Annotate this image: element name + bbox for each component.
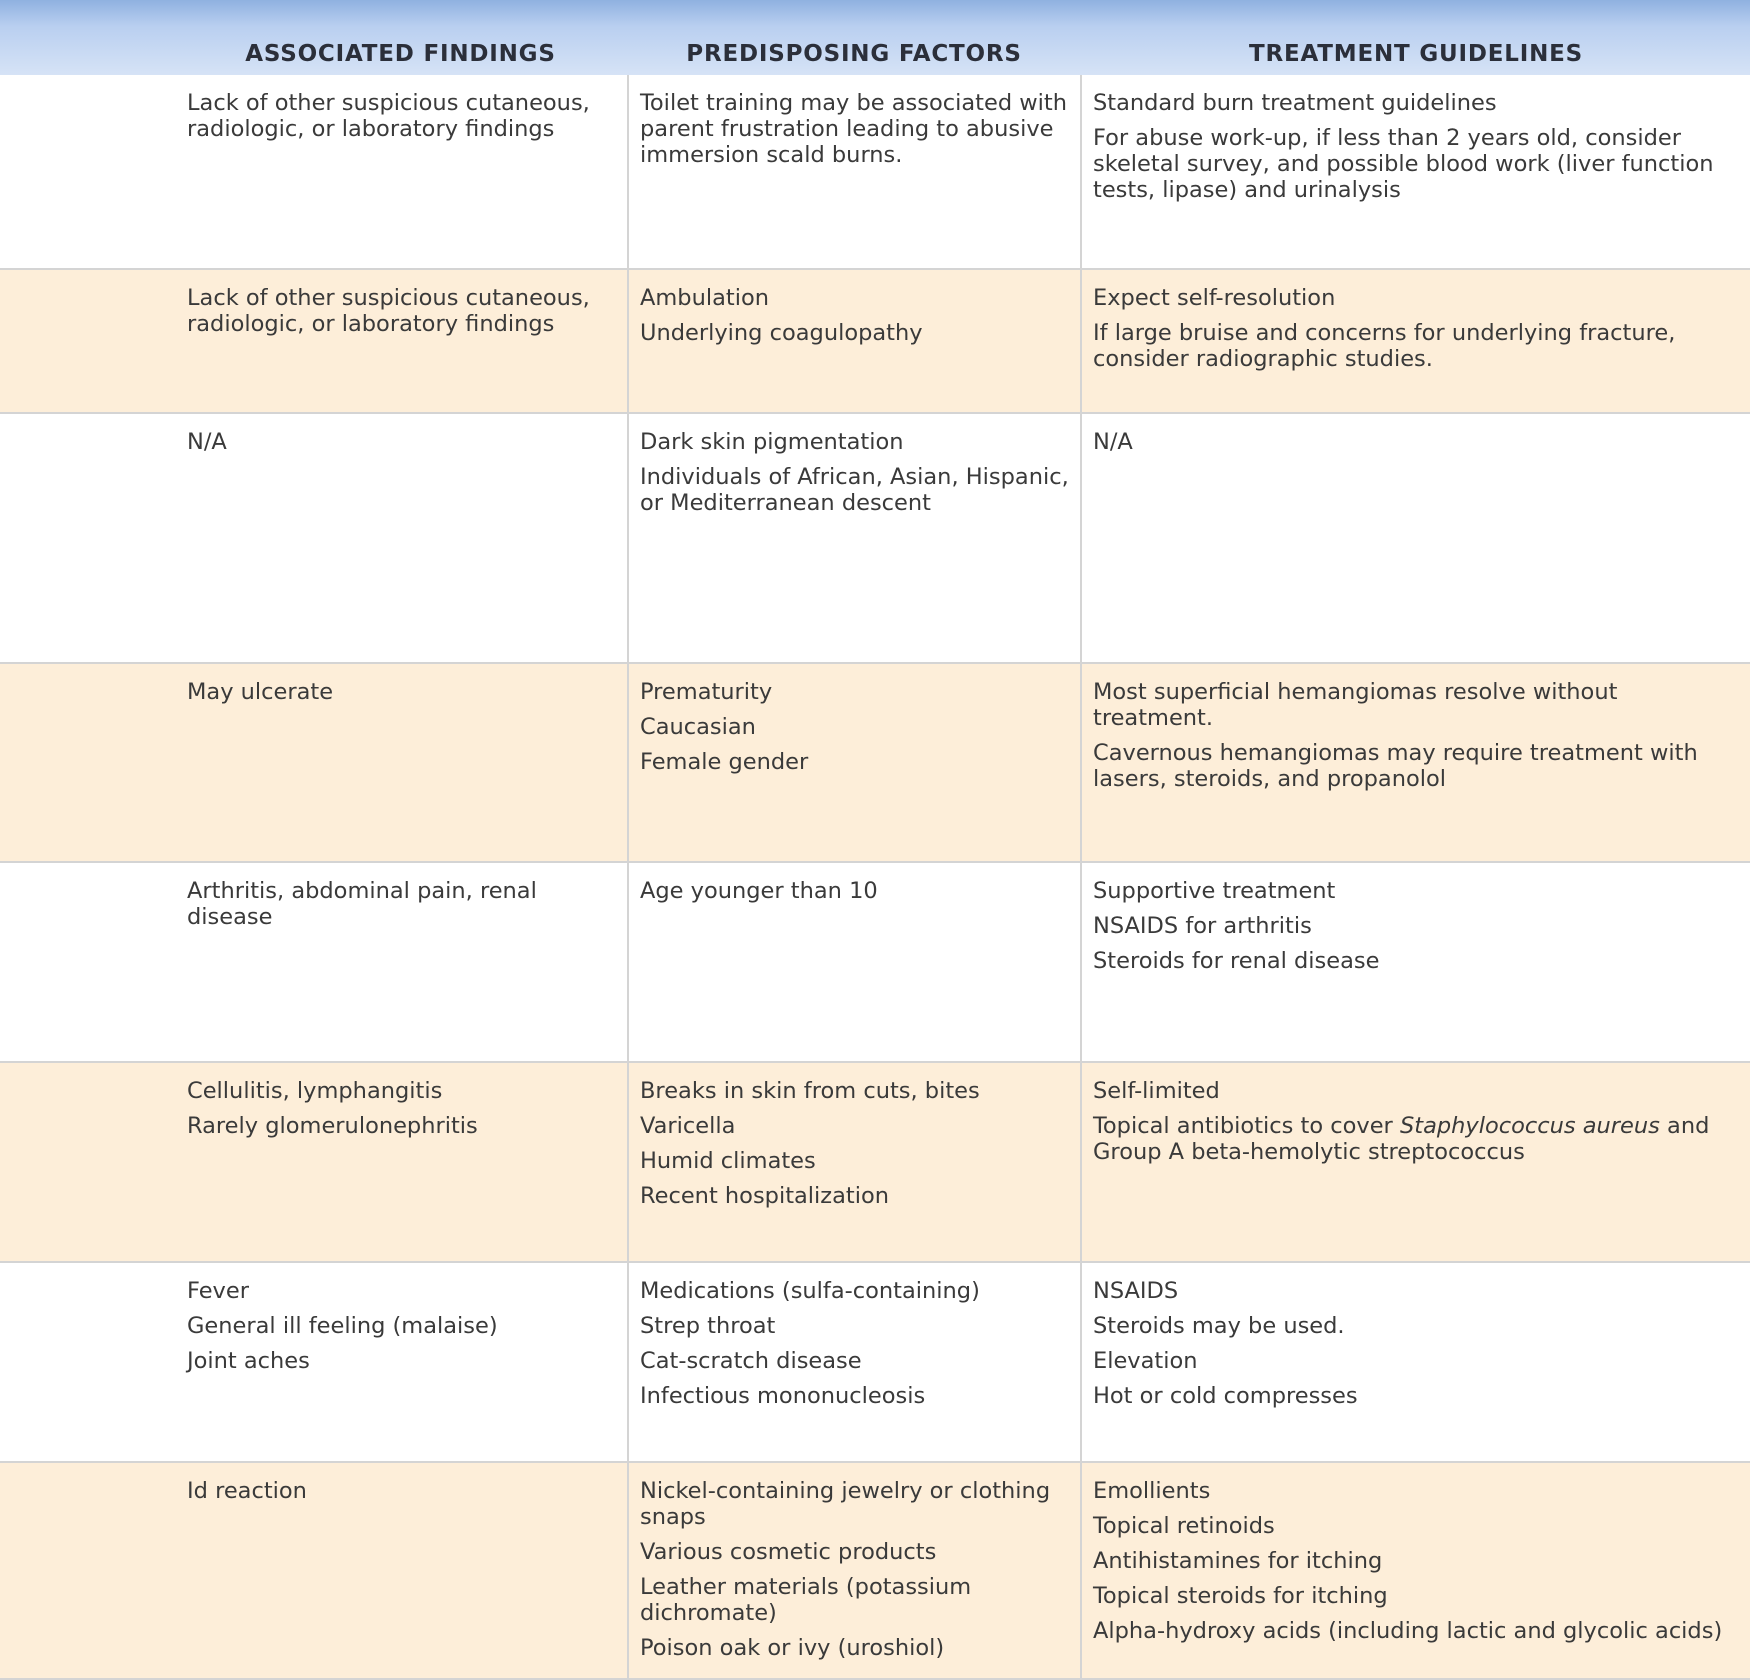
table-row bbox=[0, 863, 1750, 1063]
cell-factors bbox=[640, 285, 1070, 355]
table-row bbox=[0, 1463, 1750, 1680]
cell-text: Most superficial hemangiomas resolve without treatment. bbox=[1093, 679, 1618, 731]
cell-text: For abuse work-up, if less than 2 years old, consider skeletal survey, and possible blood work (liver function tests, lipase) and urinalysis bbox=[1093, 125, 1714, 203]
cell-treatment bbox=[1093, 285, 1743, 381]
cell-findings bbox=[187, 878, 612, 939]
cell-factors bbox=[640, 1278, 1070, 1418]
cell-text: NSAIDS bbox=[1093, 1278, 1179, 1304]
cell-text: Topical retinoids bbox=[1093, 1513, 1275, 1539]
cell-factors bbox=[640, 1478, 1070, 1670]
cell-text: Topical steroids for itching bbox=[1093, 1583, 1388, 1609]
cell-text: Arthritis, abdominal pain, renal disease bbox=[187, 878, 537, 930]
cell-text: Cellulitis, lymphangitis bbox=[187, 1078, 443, 1104]
cell-text: Poison oak or ivy (uroshiol) bbox=[640, 1635, 945, 1661]
cell-text: Rarely glomerulonephritis bbox=[187, 1113, 478, 1139]
cell-findings bbox=[187, 1078, 612, 1148]
cell-treatment bbox=[1093, 679, 1743, 801]
cell-factors bbox=[640, 429, 1070, 525]
cell-text: Supportive treatment bbox=[1093, 878, 1336, 904]
cell-text: General ill feeling (malaise) bbox=[187, 1313, 498, 1339]
cell-text: Varicella bbox=[640, 1113, 736, 1139]
cell-text: Humid climates bbox=[640, 1148, 816, 1174]
cell-text: Medications (sulfa-containing) bbox=[640, 1278, 980, 1304]
cell-findings bbox=[187, 90, 612, 151]
cell-findings bbox=[187, 1278, 612, 1383]
cell-text: Emollients bbox=[1093, 1478, 1211, 1504]
cell-findings bbox=[187, 679, 612, 714]
cell-text: NSAIDS for arthritis bbox=[1093, 913, 1312, 939]
cell-text: Steroids for renal disease bbox=[1093, 948, 1380, 974]
cell-text: Leather materials (potassium dichromate) bbox=[640, 1574, 972, 1626]
text-run: and Group A beta-hemolytic streptococcus bbox=[1093, 1113, 1710, 1165]
cell-text: Cavernous hemangiomas may require treatment with lasers, steroids, and propanolol bbox=[1093, 740, 1698, 792]
table-body bbox=[0, 75, 1750, 1680]
cell-factors bbox=[640, 90, 1070, 177]
header-treatment-guidelines: TREATMENT GUIDELINES bbox=[1248, 41, 1583, 67]
table-row bbox=[0, 1263, 1750, 1463]
header-associated-findings: ASSOCIATED FINDINGS bbox=[245, 41, 556, 67]
cell-treatment bbox=[1093, 1478, 1743, 1653]
cell-factors bbox=[640, 679, 1070, 784]
italic-text-run: Staphylococcus aureus bbox=[1399, 1113, 1660, 1139]
cell-text: Individuals of African, Asian, Hispanic, or Mediterranean descent bbox=[640, 464, 1069, 516]
cell-text: Expect self-resolution bbox=[1093, 285, 1336, 311]
cell-findings bbox=[187, 429, 612, 464]
cell-text: Recent hospitalization bbox=[640, 1183, 890, 1209]
cell-text: Hot or cold compresses bbox=[1093, 1383, 1358, 1409]
cell-text: Nickel-containing jewelry or clothing snaps bbox=[640, 1478, 1051, 1530]
cell-text: N/A bbox=[187, 429, 227, 455]
cell-text: Strep throat bbox=[640, 1313, 776, 1339]
cell-text: Dark skin pigmentation bbox=[640, 429, 904, 455]
cell-text: Lack of other suspicious cutaneous, radiologic, or laboratory findings bbox=[187, 90, 590, 142]
cell-text: Toilet training may be associated with parent frustration leading to abusive immersion scald burns. bbox=[640, 90, 1068, 168]
cell-text: Lack of other suspicious cutaneous, radiologic, or laboratory findings bbox=[187, 285, 590, 337]
cell-text: Various cosmetic products bbox=[640, 1539, 937, 1565]
table-row bbox=[0, 664, 1750, 863]
cell-treatment bbox=[1093, 878, 1743, 983]
table-header bbox=[0, 0, 1750, 75]
cell-text: Standard burn treatment guidelines bbox=[1093, 90, 1497, 116]
cell-text: Fever bbox=[187, 1278, 249, 1304]
cell-text: Joint aches bbox=[187, 1348, 310, 1374]
cell-text: Infectious mononucleosis bbox=[640, 1383, 926, 1409]
cell-factors bbox=[640, 878, 1070, 913]
cell-treatment bbox=[1093, 1278, 1743, 1418]
cell-text: Steroids may be used. bbox=[1093, 1313, 1345, 1339]
cell-findings bbox=[187, 285, 612, 346]
cell-text: May ulcerate bbox=[187, 679, 334, 705]
cell-text: Underlying coagulopathy bbox=[640, 320, 923, 346]
cell-text: Age younger than 10 bbox=[640, 878, 878, 904]
header-predisposing-factors: PREDISPOSING FACTORS bbox=[686, 41, 1022, 67]
cell-text: Breaks in skin from cuts, bites bbox=[640, 1078, 980, 1104]
cell-text: Alpha-hydroxy acids (including lactic and glycolic acids) bbox=[1093, 1618, 1723, 1644]
cell-text: Female gender bbox=[640, 749, 809, 775]
table-row bbox=[0, 414, 1750, 664]
cell-text: Ambulation bbox=[640, 285, 769, 311]
cell-text: Prematurity bbox=[640, 679, 773, 705]
cell-text: Antihistamines for itching bbox=[1093, 1548, 1383, 1574]
cell-text: Self-limited bbox=[1093, 1078, 1220, 1104]
cell-text bbox=[1093, 1113, 1743, 1165]
cell-text: Cat-scratch disease bbox=[640, 1348, 862, 1374]
table-row bbox=[0, 75, 1750, 270]
table-row bbox=[0, 270, 1750, 414]
table-row bbox=[0, 1063, 1750, 1263]
cell-treatment bbox=[1093, 429, 1743, 464]
text-run: Topical antibiotics to cover bbox=[1093, 1113, 1400, 1139]
cell-text: Id reaction bbox=[187, 1478, 307, 1504]
cell-treatment bbox=[1093, 1078, 1743, 1174]
column-divider bbox=[627, 75, 629, 1680]
cell-treatment bbox=[1093, 90, 1743, 212]
cell-text: If large bruise and concerns for underlying fracture, consider radiographic studies. bbox=[1093, 320, 1676, 372]
cell-text: Caucasian bbox=[640, 714, 756, 740]
column-divider bbox=[1080, 75, 1082, 1680]
cell-text: N/A bbox=[1093, 429, 1133, 455]
cell-factors bbox=[640, 1078, 1070, 1218]
cell-findings bbox=[187, 1478, 612, 1513]
cell-text: Elevation bbox=[1093, 1348, 1198, 1374]
